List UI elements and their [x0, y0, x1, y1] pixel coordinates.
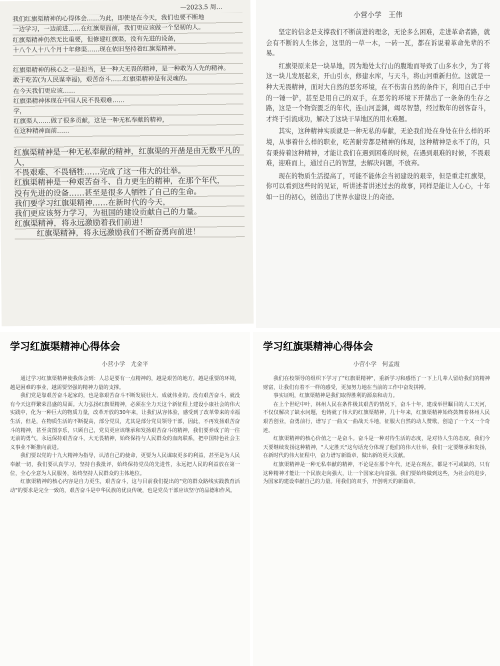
- handwritten-line: 我们要学习红旗渠精神……在新时代的今天，: [14, 197, 171, 209]
- essay-paragraph: 在上个世纪中叶，林州人民在条件极其艰苦的情况下，奋斗十年，建成举世瞩目的人工天河，不仅仅解决了缺水问题，也铸就了伟大的红旗渠精神，几十年来，红旗渠精神始终鼓舞着林州人民艰苦创业，奋勇前行，谱写了一曲又一曲战天斗地，征服大自然的动人赞歌，创造了一个又一个奇迹。: [263, 401, 490, 434]
- author-line: 小营小学 尤金平: [101, 362, 149, 368]
- handwritten-line: 一边学习，一边前进……在红旗渠面前，我们更应该做一个坚韧的人。: [12, 24, 205, 34]
- author-line: 小营小学 王伟: [353, 11, 403, 19]
- handwritten-line: 红旗渠人……做了很多贡献，这是一种无私奉献的精神，: [13, 116, 169, 126]
- handwritten-header: —2023.5 周…: [180, 3, 223, 12]
- handwritten-essay-page: [0, 0, 254, 326]
- essay-paragraph: 现在的物质生活提高了，可能不能体会当初建设的艰辛，但是重走红旗渠，你可以看到这些时的见证，听讲述者讲述过去的故事，同样是能让人心心，十年如一日的初心，创造出了世界水建设上的奇迹。: [266, 172, 490, 201]
- handwritten-line: 红旗渠精神仍然无比重要，但修建红旗渠，没有先进的设备，: [12, 35, 180, 44]
- essay-paragraph: 通过学习红旗渠精神使我体会到：人总是要有一点精神的，越是艰苦的地方，越是重要的环境，越是困难的事业，越需要坚强的精神力量的支撑。: [10, 376, 240, 391]
- handwritten-line: 我们更应该努力学习，为祖国的建设贡献自己的力量。: [14, 207, 202, 219]
- essay-paragraph: 红旗渠精神的核心内容是自力更生，艰苦奋斗，这与目前我们提出的"党的群众路线实践教育活动"的要求是完全一致的，艰苦奋斗是中华民族的优良传统，也是党员干部应该坚守的品德和作风。: [10, 479, 240, 494]
- handwritten-line: 在今天我们更应该……: [13, 87, 76, 95]
- essay-paragraph: 我们要以党的十九大精神为指导，认清自己的使命，更要为人民谋取更多的利益，甚至是为人民奉献一切，我们要认真学习，坚持自我批评，始终保持党员的先进性，永远把人民的利益放在第一位，全心全意为人民服务，始终坚持人民群众的主体地位。: [10, 453, 240, 477]
- essay-paragraph: 我们党是靠艰苦奋斗起家的，也是靠艰苦奋斗不断发展壮大、成就伟业的。没有艰苦奋斗，就没有今天这样繁荣昌盛的局面。大力弘扬红旗渠精神，必须在全力天这个新征程上建设小康社会的伟大实践中，化为一种巨大的物质力量，改革开放的30年来，让我们从容体验，感受到了改革带来的幸福生活，但是，在物质生活的不断提高，部分党员，尤其是部分党员领导干部，因此，不再发扬艰苦奋斗的精神，甚至贪图享乐，只顾自己，党员更应该继承和发扬艰苦奋斗的精神，我们要养成了的一往无前的勇气，永远保持艰苦奋斗，大无畏精神，始终保持与人民群众的血肉联系，把中国特色社会主义事业不断推向前进。: [10, 393, 240, 451]
- handwritten-line: 不畏艰难、不畏牺牲……完成了这一伟大的壮举。: [14, 166, 186, 178]
- essay-paragraph: 红旗渠精神是一种无私奉献的精神，不论是在那个年代，还是在现在，都是不可或缺的，只有这种精神才能让一个民族走向强大，让一个国家走向富强。我们要始终做到这些，为社会的进步，为国家的建设奉献自己的力量。用我们的双手，开创明天的新篇章。: [263, 461, 490, 486]
- handwritten-line: 在这种精神面前……: [13, 128, 70, 136]
- essay-title: 学习红旗渠精神心得体会: [10, 342, 120, 353]
- handwritten-line: 敢于吃苦(为人民谋幸福)，艰苦奋斗……红旗渠精神是有灵魂的。: [13, 75, 192, 85]
- author-line: 小营小学 何孟霞: [353, 362, 400, 368]
- handwritten-closing: 红旗渠精神，将永远激励我们不断奋勇向前进！: [36, 227, 201, 239]
- essay-paragraph: 事实证明，红旗渠精神是我们取得胜利的源泉和动力。: [273, 393, 398, 400]
- handwritten-line: 学，: [13, 108, 26, 116]
- handwritten-line: 红旗渠精神，将永远激励着我们前进！: [14, 218, 148, 229]
- typed-essay-page-wangwei: [256, 0, 500, 328]
- handwritten-line: 红旗渠精神是一种艰苦奋斗、自力更生的精神，在那个年代，: [14, 176, 225, 188]
- handwritten-line: 没有先进的设备……甚至是很多人牺牲了自己的生命。: [14, 186, 202, 198]
- handwritten-line: 红旗渠精神的核心之一是担当，是一种大无畏的精神，是一种敢为人先的精神。: [12, 65, 230, 75]
- essay-paragraph: 坚定的信念是支撑我们不断前进的理念，无论多么困难，走进革命者路，就会有不断的人生体会，这里的一草一木，一砖一瓦，都在诉说着革命先辈的不易。: [266, 29, 490, 58]
- handwritten-line: 红旗渠精神体现在中国人民不畏艰难……: [13, 96, 125, 106]
- essay-paragraph: 红旗渠精神的核心价值之一是奋斗。奋斗是一种对待生活的态度，是对待人生的态度，我们今天要继续发扬这种精神，"人定胜天"这句话充分体现了他们的伟大壮举，我们一定要继承和发扬，在新时代的伟大征程中，奋力谱写新篇章，做出新的更大贡献。: [263, 436, 490, 460]
- essay-paragraph: 我们在校领导的组织下学习了"红旗渠精神"，重新学习和感悟了一下上几辈人留给我们的精神财富，让我们有着不一样的感受，更加努力地在当前的工作中奋发拼搏。: [263, 376, 490, 391]
- handwritten-line: 我们红旗渠精神的心得体会……为此，即使是在今天，我们也要不断地: [12, 14, 205, 24]
- essay-title: 学习红旗渠精神心得体会: [263, 342, 373, 353]
- typed-essay-page-youjinping: [0, 332, 250, 666]
- essay-paragraph: 其实，这种精神实质就是一种无私的奉献，无论我们处在身处在什么样的环境，从事着什么样的职业，吃苦耐劳都是精神的体现，这种精神是永不了的，只有秉持着这种精神，才能让我们在遇到困难的时候，在遇到艰难的时候，不畏艰难，迎难而上，通过自己的智慧，去解决问题，不放弃。: [266, 128, 490, 168]
- essay-paragraph: 红旗渠原来是一块旱地，因为地处太行山的腹地而导致了山多水少，为了将这一块儿发展起来，开山引水，修建水库，与天斗，将山河重新归位。这就是一种大无畏精神，面对大自然的恶劣环境，在不伤害自然的条件下，利用自己手中的一锤一铲，甚至是用自己的双手，在恶劣的环境下开凿出了一条条的生存之路，这是一个物资匮乏的年代，连山河盖渊，竭尽智慧，经过数年的创客奋斗，才终于引流成功，解决了这块干旱地区的用水难题。: [266, 62, 490, 123]
- handwritten-line: 红旗渠精神是一种无私奉献的精神，红旗渠的开凿是由无数平凡的人，: [13, 145, 241, 168]
- typed-essay-page-hemengxia: [253, 332, 500, 666]
- handwritten-lines: [12, 13, 244, 240]
- handwritten-line: 十八个人十八个月十年修渠……现在依旧坚持着红旗渠精神。: [12, 45, 180, 54]
